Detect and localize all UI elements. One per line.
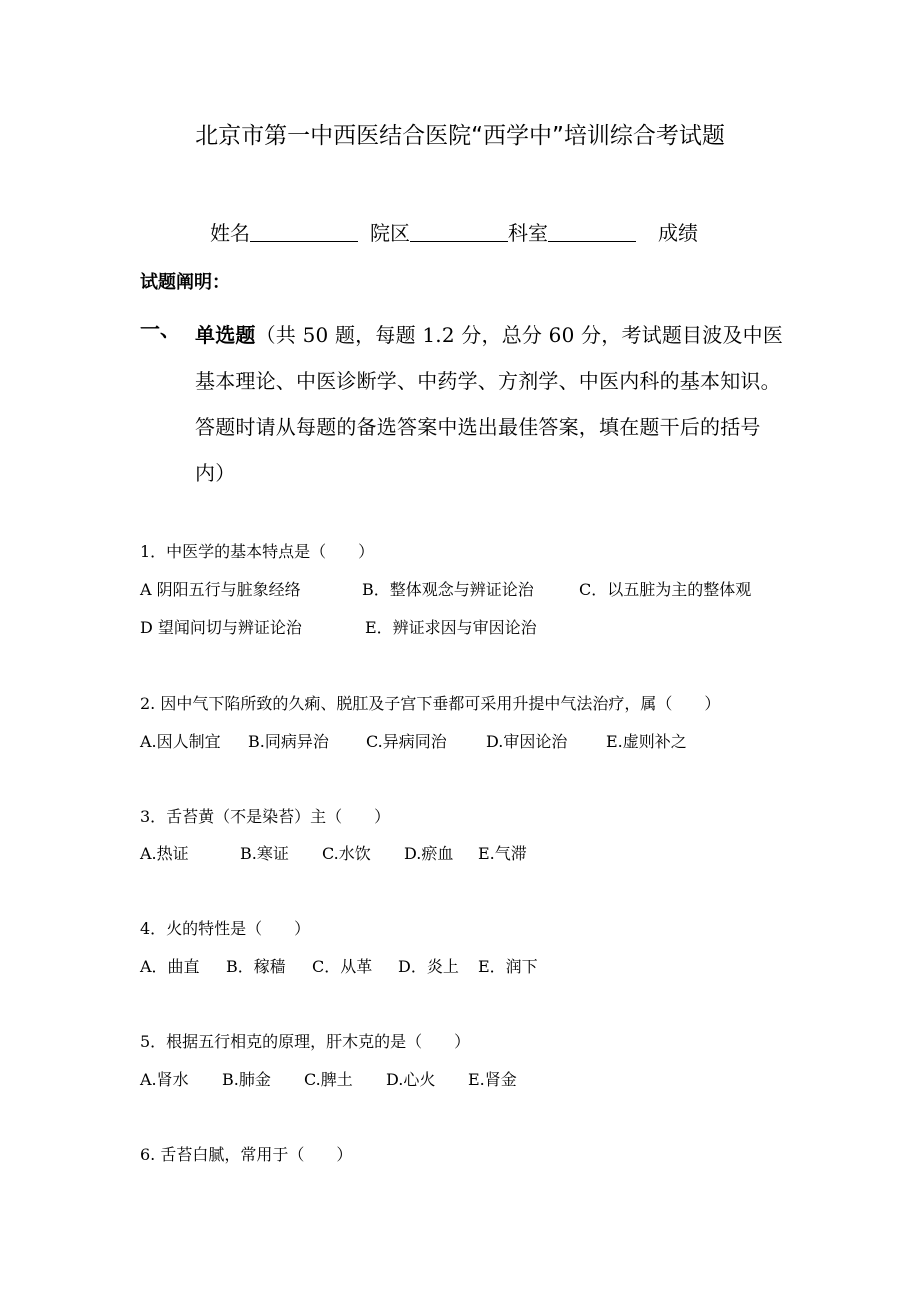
- option-e: E.气滞: [478, 844, 527, 863]
- page-title: 北京市第一中西医结合医院“西学中”培训综合考试题: [195, 123, 725, 149]
- question-stem: 3．舌苔黄（不是染苔）主（ ）: [140, 807, 391, 826]
- option-d: D 望闻问切与辨证论治: [140, 618, 302, 637]
- option-b: B．整体观念与辨证论治: [362, 580, 534, 599]
- section-heading: 单选题: [195, 323, 256, 347]
- option-e: E．润下: [478, 957, 538, 976]
- option-d: D.心火: [386, 1070, 436, 1089]
- option-e: E．辨证求因与审因论治: [365, 618, 537, 637]
- question-stem: 6. 舌苔白腻，常用于（ ）: [140, 1145, 353, 1164]
- campus-blank[interactable]: [410, 219, 508, 242]
- campus-label: 院区: [370, 221, 410, 245]
- option-d: D.审因论治: [486, 732, 568, 751]
- question-options: [140, 579, 751, 601]
- dept-blank[interactable]: [548, 219, 636, 242]
- option-b: B.寒证: [240, 844, 289, 863]
- question-options: [140, 843, 527, 865]
- option-a: A.因人制宜: [140, 732, 221, 751]
- option-d: D．炎上: [398, 957, 459, 976]
- option-c: C.脾土: [304, 1070, 353, 1089]
- option-e: E.虚则补之: [606, 732, 687, 751]
- option-c: C．以五脏为主的整体观: [579, 580, 752, 599]
- option-b: B.同病异治: [248, 732, 329, 751]
- option-c: C．从革: [312, 957, 373, 976]
- option-a: A.热证: [140, 844, 189, 863]
- option-d: D.瘀血: [404, 844, 454, 863]
- option-b: B．稼穑: [226, 957, 286, 976]
- score-label: 成绩: [658, 221, 698, 245]
- section-text: （共 50 题，每题 1.2 分，总分 60 分，考试题目波及中医基本理论、中医诊断学、中药学、方剂学、中医内科的基本知识。答题时请从每题的备选答案中选出最佳答案，填在题干后的括号内）: [195, 323, 784, 485]
- name-label: 姓名: [210, 221, 250, 245]
- question-options: [140, 731, 687, 753]
- question-stem: 5．根据五行相克的原理，肝木克的是（ ）: [140, 1032, 471, 1051]
- exam-info-line: [210, 218, 698, 248]
- section-number: 一、: [140, 317, 180, 341]
- question-stem: 4．火的特性是（ ）: [140, 919, 311, 938]
- option-a: A 阴阳五行与脏象经络: [140, 580, 301, 599]
- section-description: [195, 312, 785, 496]
- question-options: [140, 617, 537, 639]
- option-c: C.异病同治: [366, 732, 447, 751]
- name-blank[interactable]: [250, 219, 358, 242]
- question-stem: 2. 因中气下陷所致的久痢、脱肛及子宫下垂都可采用升提中气法治疗，属（ ）: [140, 694, 721, 713]
- question-options: [140, 956, 538, 978]
- question-stem: 1．中医学的基本特点是（ ）: [140, 542, 375, 561]
- explanation-heading: 试题阐明：: [140, 272, 230, 293]
- option-e: E.肾金: [468, 1070, 517, 1089]
- dept-label: 科室: [508, 221, 548, 245]
- option-b: B.肺金: [222, 1070, 271, 1089]
- option-a: A．曲直: [140, 957, 200, 976]
- question-options: [140, 1069, 517, 1091]
- option-a: A.肾水: [140, 1070, 189, 1089]
- option-c: C.水饮: [322, 844, 371, 863]
